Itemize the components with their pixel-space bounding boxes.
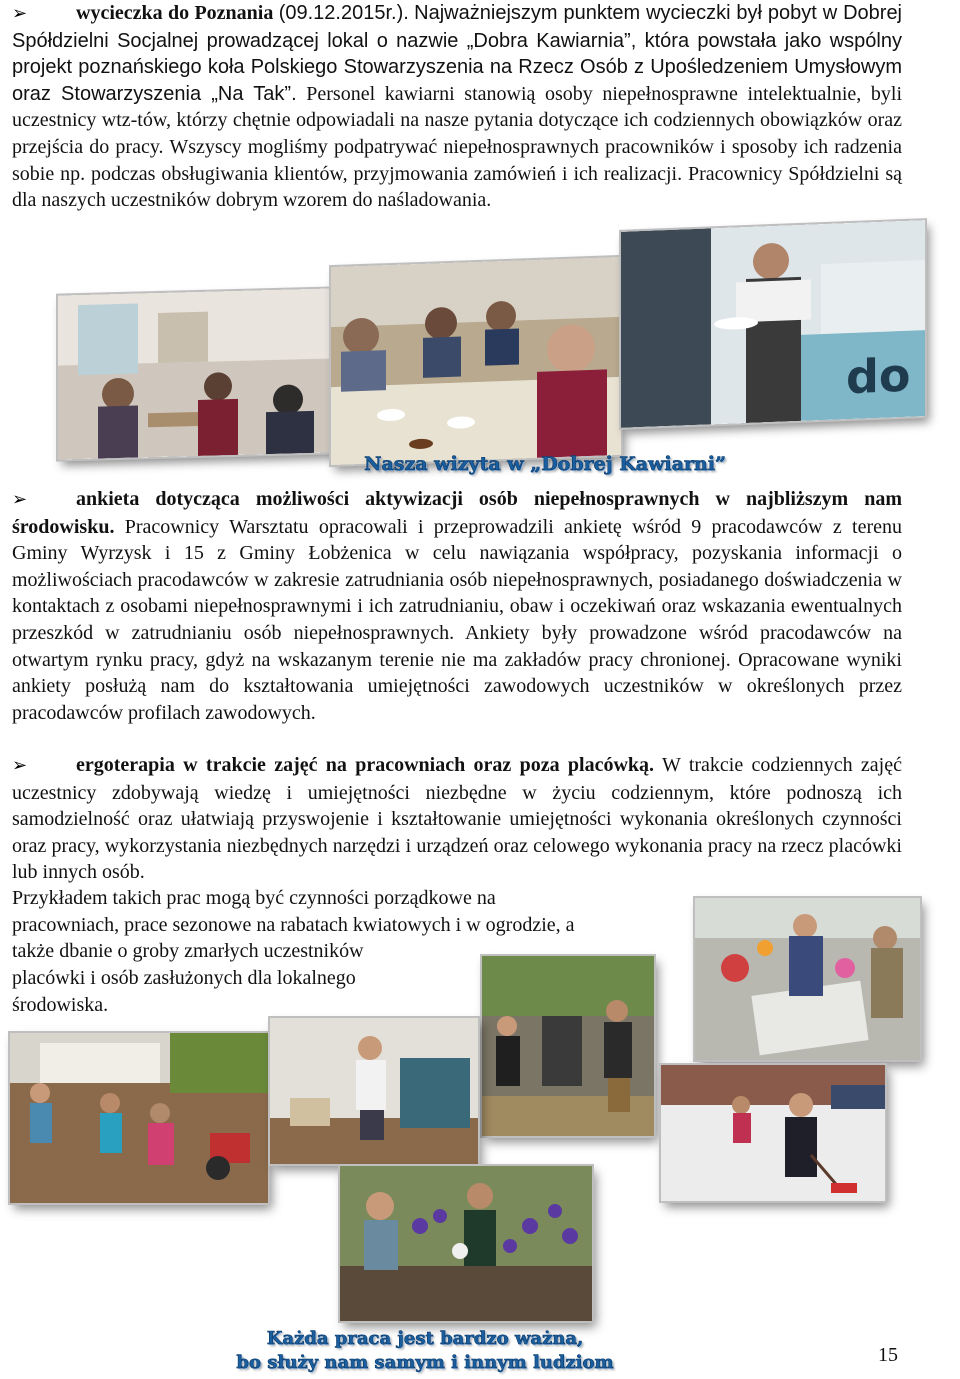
- trip-body-continued: Personel kawiarni stanowią osoby niepełnosprawne intelektualnie, byli uczestnicy wtz-tów, którzy chętnie odpowiadali na nasze pytania dotyczące ich codziennych obowiązków oraz przejścia do pracy. Wszyscy mogliśmy podpatrywać niepełnosprawnych pracowników i sposoby ich radzenia sobie np. podczas obsługiwania klientów, przyjmowania zamówień i ich realizacji. Pracownicy Spółdzielni są dla naszych uczestników dobrym wzorem do naśladowania.: [12, 82, 903, 212]
- snow-shoveling-photo: [661, 1065, 885, 1201]
- section-ergotherapy: [12, 752, 902, 886]
- cafe-photo-caption: Nasza wizyta w „Dobrej Kawiarni”: [364, 453, 726, 475]
- page-number: 15: [878, 1344, 898, 1366]
- closing-caption-line-2: bo służy nam samym i innym ludziom: [236, 1352, 614, 1373]
- arrow-bullet-icon: ➢: [12, 755, 28, 776]
- section-cafe-trip: [12, 0, 902, 214]
- ergotherapy-title: ergoterapia w trakcie zajęć na pracowniach oraz poza placówką.: [76, 754, 655, 776]
- svg-text:do: do: [846, 347, 911, 405]
- ergotherapy-line-2: pracowniach, prace sezonowe na rabatach kwiatowych i w ogrodzie, a: [12, 914, 575, 936]
- section-survey: [12, 486, 902, 726]
- cemetery-sweeping-photo: [482, 956, 654, 1136]
- cafe-table-photo: [331, 257, 621, 465]
- cemetery-cleaning-photo: [695, 898, 920, 1060]
- survey-body: Pracownicy Warsztatu opracowali i przeprowadzili ankietę wśród 9 pracodawców z terenu Gminy Wyrzysk i 15 z Gminy Łobżenica w celu nawiązania współpracy, pozyskania informacji o możliwościach pracodawców w zakresie zatrudniania osób niepełnosprawnych, posiadanego doświadczenia w kontaktach z osobami niepełnosprawnymi i ich zatrudnianiu, obaw i oczekiwań oraz wskazania ewentualnych przeszkód w zatrudnianiu osób niepełnosprawnych. Ankiety były prowadzone wśród pracodawców na otwartym rynku pracy, gdyż na wskazanym terenie nie ma zakładów pracy chronionej. Opracowane wyniki ankiety posłużą nam do kształtowania umiejętności zawodowych uczestników w określonych przez pracodawców profilach zawodowych.: [12, 515, 902, 724]
- workshop-cleaning-photo: [270, 1018, 478, 1164]
- cafe-group-photo: [58, 288, 334, 459]
- ergotherapy-line-1: Przykładem takich prac mogą być czynności porządkowe na: [12, 887, 496, 909]
- survey-title: ankieta dotycząca możliwości aktywizacji osób niepełnosprawnych w najbliższym nam środowisku.: [12, 488, 902, 538]
- arrow-bullet-icon: ➢: [12, 489, 28, 510]
- ergotherapy-line-5: środowiska.: [12, 994, 109, 1016]
- garden-plowing-photo: [10, 1033, 268, 1203]
- trip-date: (09.12.2015r.).: [278, 2, 409, 24]
- flower-bed-photo: [340, 1166, 592, 1321]
- ergotherapy-line-4: placówki i osób zasłużonych dla lokalnego: [12, 967, 356, 989]
- cafe-waitress-photo: [621, 220, 925, 428]
- arrow-bullet-icon: ➢: [12, 3, 28, 24]
- trip-body: Najważniejszym punktem wycieczki był pobyt w Dobrej Spółdzielni Socjalnej prowadzącej lokal o nazwie „Dobra Kawiarnia”, która powstała jako wspólny projekt poznańskiego koła Polskiego Stowarzyszenia na Rzecz Osób z Upośledzeniem Umysłowym oraz Stowarzyszenia „Na Tak”.: [12, 2, 903, 105]
- ergotherapy-line-3: także dbanie o groby zmarłych uczestników: [12, 940, 364, 962]
- trip-title: wycieczka do Poznania: [76, 2, 274, 24]
- ergotherapy-body: W trakcie codziennych zajęć uczestnicy zdobywają wiedzę i umiejętności niezbędne w życiu codziennym, które podnoszą ich samodzielność oraz ułatwiają przyswojenie i kształtowanie umiejętności wykonania określonych czynności oraz pracy, wykorzystania niezbędnych narzędzi i urządzeń oraz celowego wykonania pracy na rzecz placówki lub innych osób.: [12, 754, 902, 884]
- closing-caption-line-1: Każda praca jest bardzo ważna,: [266, 1328, 584, 1349]
